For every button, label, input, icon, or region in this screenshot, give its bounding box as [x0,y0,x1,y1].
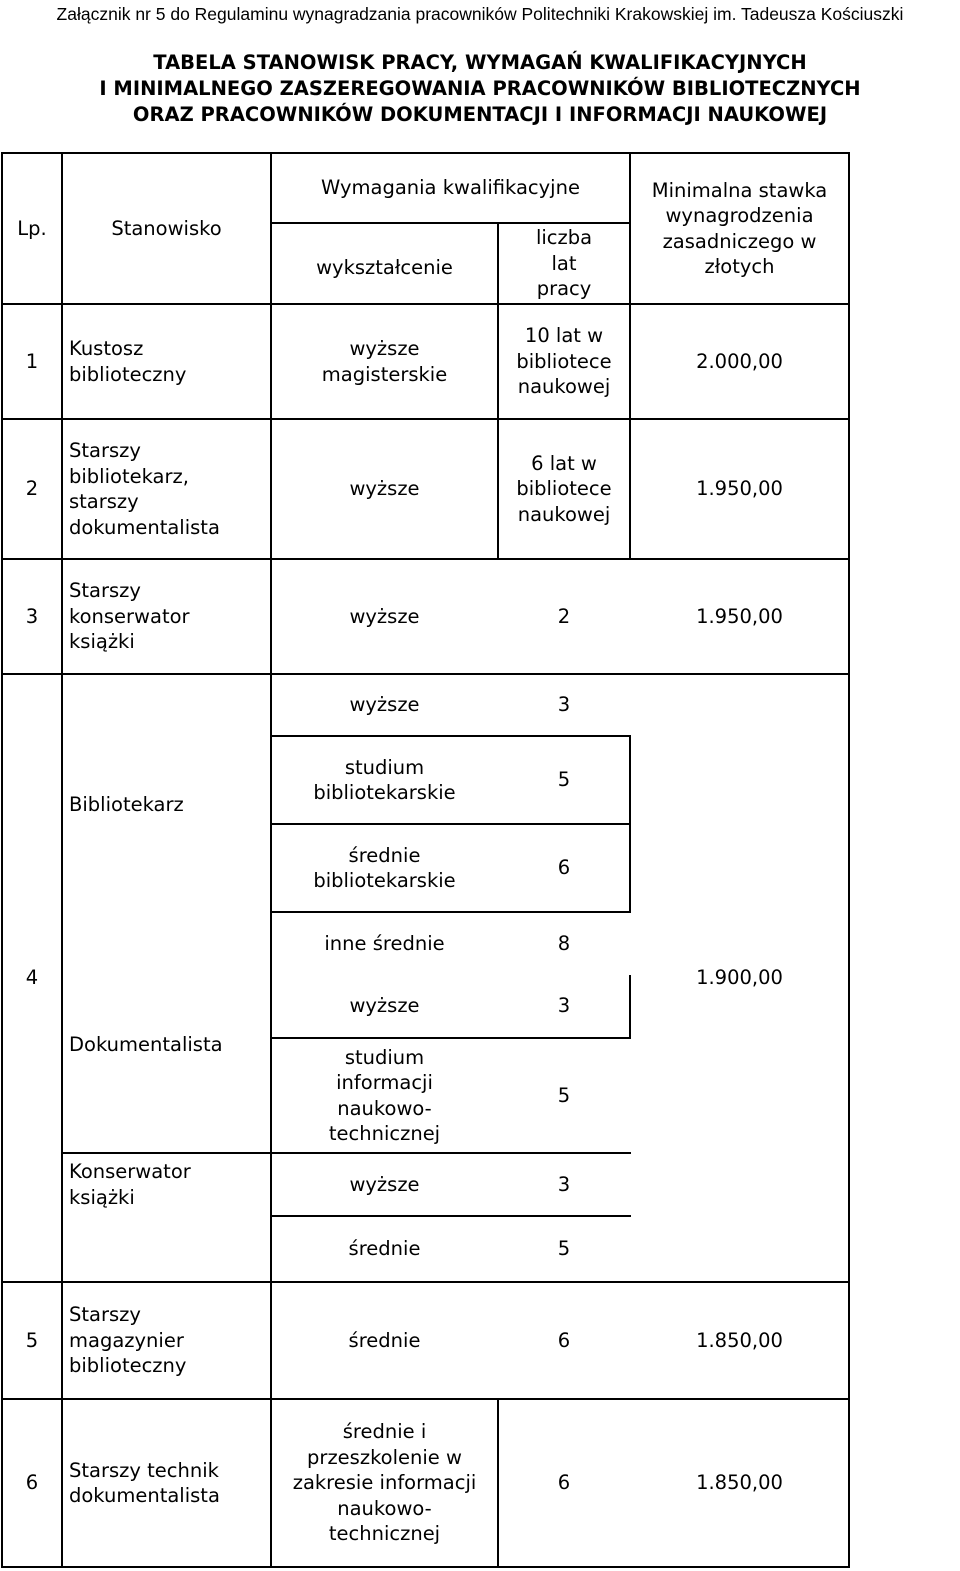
row-2-position: Starszy bibliotekarz, starszy dokumentalista [69,439,220,539]
row-4-librarian-edu-2: studium bibliotekarskie [313,755,456,804]
title-line-1: TABELA STANOWISK PRACY, WYMAGAŃ KWALIFIKACYJNYCH [153,51,807,74]
row-4-documentalist-years-2: 5 [557,1083,571,1107]
row-3-education: wyższe [349,604,420,628]
header-position: Stanowisko [111,216,222,240]
row-4-salary: 1.900,00 [696,966,783,990]
row-4-librarian-position: Bibliotekarz [69,793,184,817]
row-4-librarian-edu-1: wyższe [349,693,420,717]
row-2-lp: 2 [25,477,39,501]
row-4-librarian-edu-4: inne średnie [324,932,445,956]
row-4-librarian-years-4: 8 [557,932,571,956]
row-6-salary: 1.850,00 [696,1471,783,1495]
row-3-salary: 1.950,00 [696,604,783,628]
row-4-librarian-years-2: 5 [557,768,571,792]
row-4-lp: 4 [25,966,39,990]
header-years: liczba lat pracy [535,226,593,301]
row-4-documentalist-position: Dokumentalista [69,1033,223,1057]
row-4-conservator-position: Konserwator książki [69,1160,191,1209]
row-6-years: 6 [557,1471,571,1495]
row-4-conservator-edu-2: średnie [348,1237,421,1261]
row-4-documentalist-edu-2: studium informacji naukowo-technicznej [328,1045,441,1145]
row-4-conservator-years-1: 3 [557,1172,571,1196]
title-line-3: ORAZ PRACOWNIKÓW DOKUMENTACJI I INFORMACJI NAUKOWEJ [132,103,828,126]
row-3-years: 2 [557,604,571,628]
row-2-years: 6 lat w bibliotece naukowej [516,451,612,526]
header-salary: Minimalna stawka wynagrodzenia zasadniczego w złotych [651,178,828,278]
row-5-lp: 5 [25,1328,39,1352]
row-3-position: Starszy konserwator książki [69,579,190,654]
header-requirements: Wymagania kwalifikacyjne [321,176,580,200]
row-1-salary: 2.000,00 [696,349,783,373]
row-2-salary: 1.950,00 [696,477,783,501]
row-6-education: średnie i przeszkolenie w zakresie informacji naukowo-technicznej [292,1420,477,1546]
row-4-librarian-years-1: 3 [557,693,571,717]
row-4-librarian-years-3: 6 [557,856,571,880]
row-5-years: 6 [557,1328,571,1352]
row-4-conservator-years-2: 5 [557,1237,571,1261]
row-4-documentalist-edu-1: wyższe [349,994,420,1018]
document-title [0,50,960,128]
row-6-lp: 6 [25,1471,39,1495]
row-6-position: Starszy technik dokumentalista [69,1458,220,1507]
row-4-documentalist-years-1: 3 [557,994,571,1018]
row-1-lp: 1 [25,349,39,373]
header-education: wykształcenie [316,255,453,279]
title-line-2: I MINIMALNEGO ZASZEREGOWANIA PRACOWNIKÓW BIBLIOTECZNYCH [99,77,861,100]
header-lp: Lp. [17,216,47,240]
row-5-position: Starszy magazynier biblioteczny [69,1303,187,1378]
row-1-position: Kustosz biblioteczny [69,337,187,386]
row-4-conservator-edu-1: wyższe [349,1172,420,1196]
row-1-education: wyższe magisterskie [321,337,448,386]
row-5-salary: 1.850,00 [696,1328,783,1352]
row-3-lp: 3 [25,604,39,628]
row-4-librarian-edu-3: średnie bibliotekarskie [313,843,456,892]
annex-note: Załącznik nr 5 do Regulaminu wynagradzania pracowników Politechniki Krakowskiej im. Tadeusza Kościuszki [56,4,904,24]
row-5-education: średnie [348,1328,421,1352]
row-2-education: wyższe [349,477,420,501]
row-1-years: 10 lat w bibliotece naukowej [516,324,612,399]
